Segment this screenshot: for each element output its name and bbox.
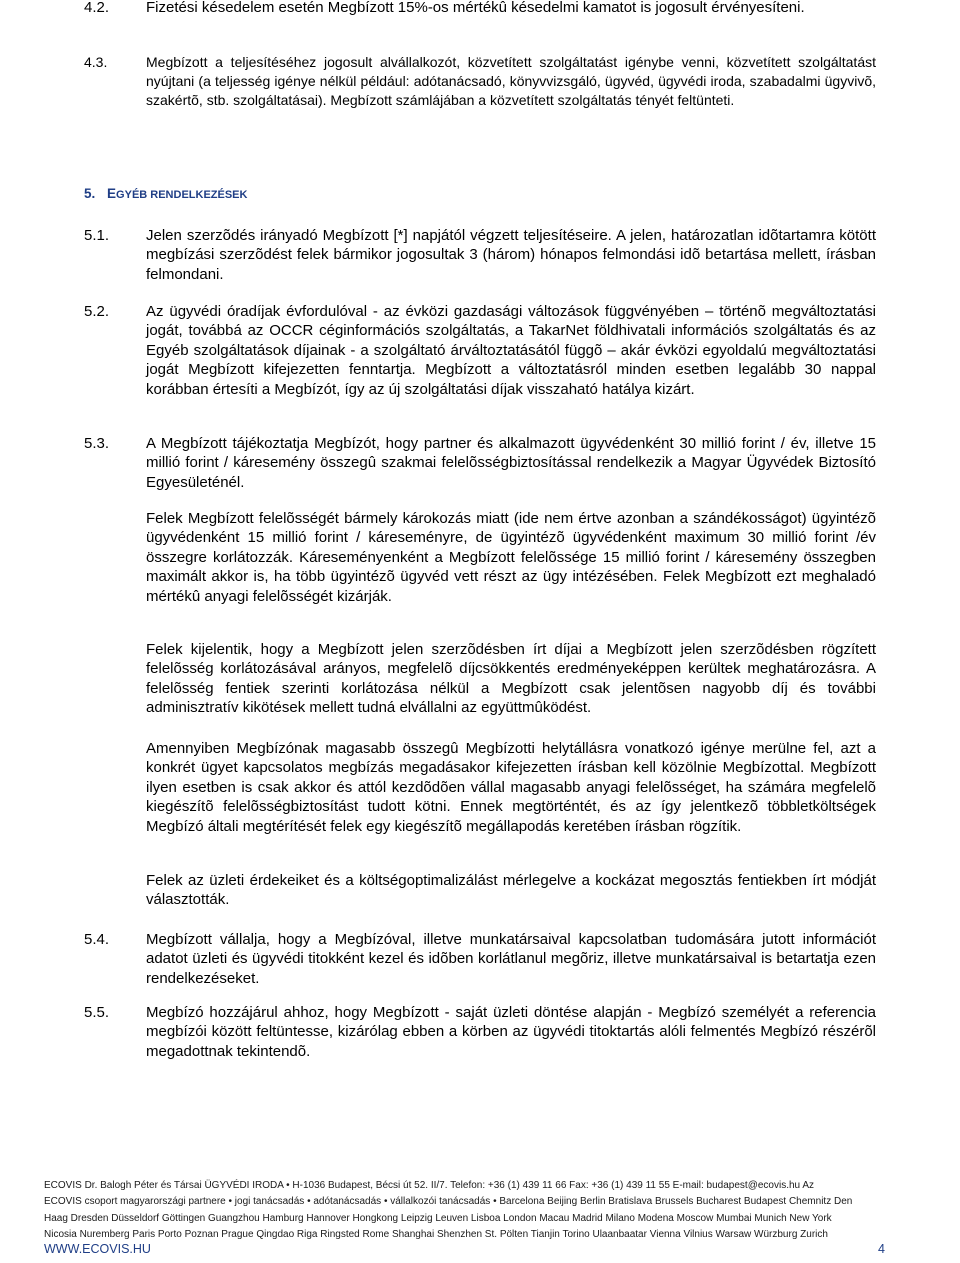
section-number: 5.1. [84, 227, 110, 244]
section-5-3-paragraph-3: Amennyiben Megbízónak magasabb összegû Megbízotti helytállásra vonatkozó igénye merülne fel, azt a konkrét ügyet kapcsolatos megbízás megadásakor kifejezetten írásban kell közölnie Megbízottal. Megbízott ilyen esetben is csak akkor és attól kezdõdõen vállal magasabb anyagi felelõsséget, ha számára megfelelõ kiegészítõ felelõsségbiztosítást tudott kötni. Ennek megtörténtét, és az így jelentkezõ többletköltségek Megbízó általi megtérítését felek egy kiegészítõ megállapodás keretében írásban rögzítik. [146, 740, 876, 835]
section-5-1 [84, 226, 876, 284]
section-text: Megbízott vállalja, hogy a Megbízóval, illetve munkatársaival kapcsolatban tudomására jutott információt adatot üzleti és ügyvédi titokként kezel és idõben korlátlanul megõriz, illetve munkatársaival is betartatja ezen rendelkezéseket. [146, 931, 876, 987]
page-number: 4 [878, 1242, 885, 1256]
footer-line: Haag Dresden Düsseldorf Göttingen Guangzhou Hamburg Hannover Hongkong Leipzig Leuven Lisboa London Macau Madrid Milano Modena Moscow Mumbai Munich New York [44, 1212, 832, 1224]
section-number: 5.3. [84, 435, 110, 452]
section-heading-5 [84, 186, 247, 201]
section-number: 5.4. [84, 931, 110, 948]
section-5-3-paragraph-1: Felek Megbízott felelõsségét bármely károkozás miatt (ide nem értve azonban a szándékosságot) ügyintézõ ügyvédenként 15 millió forint / káreseményre, de ügyintézõ ügyvédenként maximum 30 millió forint /év összegre korlátozzák. Káreseményenként a Megbízott felelõssége 15 millió forint / káresemény összegben maximált akkor is, ha több ügyintézõ ügyvéd vett részt az ügy intézésében. Felek Megbízott ezt meghaladó mértékû anyagi felelõsségét kizárják. [146, 510, 876, 605]
section-5-5 [84, 1003, 876, 1061]
section-text: Fizetési késedelem esetén Megbízott 15%-os mértékû késedelmi kamatot is jogosult érvényesíteni. [146, 0, 805, 16]
footer-address-block [44, 1178, 922, 1244]
heading-rest: GYÉB RENDELKEZÉSEK [116, 189, 248, 201]
section-text: Jelen szerzõdés irányadó Megbízott [*] napjától végzett teljesítéseire. A jelen, határozatlan idõtartamra kötött megbízási szerzõdést felek bármikor jogosultak 3 (három) hónapos felmondási idõ betartása mellett, írásban felmondani. [146, 227, 876, 283]
section-5-2 [84, 302, 876, 399]
section-number: 4.2. [84, 0, 110, 16]
footer-line: ECOVIS csoport magyarországi partnere • jogi tanácsadás • adótanácsadás • vállalkozói tanácsadás • Barcelona Beijing Berlin Bratislava Brussels Bucharest Budapest Chemnitz Den [44, 1196, 853, 1208]
section-5-3-paragraph-2: Felek kijelentik, hogy a Megbízott jelen szerzõdésben írt díjai a Megbízott jelen szerzõdésben rögzített felelõsség korlátozásával arányos, megfelelõ díjcsökkentés eredményeképpen kerültek meghatározásra. A felelõsség fentiek szerinti korlátozása nélkül a Megbízott csak jelentõsen nagyobb díj és további adminisztratív kikötések mellett tudná elvállalni az együttmûködést. [146, 641, 876, 717]
section-number: 5.2. [84, 303, 110, 320]
section-5-4 [84, 930, 876, 988]
section-text: Megbízó hozzájárul ahhoz, hogy Megbízott - saját üzleti döntése alapján - Megbízó személyét a referencia megbízói között feltüntesse, kizárólag ebben a körben az ügyvédi titoktartás alóli felmentés Megbízó részérõl megadottnak tekintendõ. [146, 1004, 876, 1060]
section-text: A Megbízott tájékoztatja Megbízót, hogy partner és alkalmazott ügyvédenként 30 millió forint / év, illetve 15 millió forint / káresemény összegû szakmai felelõsségbiztosítással rendelkezik a Magyar Ügyvédek Biztosító Egyesületénél. [146, 435, 876, 491]
footer-line: Nicosia Nuremberg Paris Porto Poznan Prague Qingdao Riga Ringsted Rome Shanghai Shenzhen St. Pölten Tianjin Torino Ulaanbaatar Vienna Vilnius Warsaw Würzburg Zurich [44, 1229, 828, 1241]
section-4-2 [84, 0, 876, 17]
heading-number: 5. [84, 186, 96, 201]
footer-line: ECOVIS Dr. Balogh Péter és Társai ÜGYVÉDI IRODA • H-1036 Budapest, Bécsi út 52. II/7. Telefon: +36 (1) 439 11 66 Fax: +36 (1) 439 11 55 E-mail: budapest@ecovis.hu Az [44, 1180, 814, 1191]
section-text: Az ügyvédi óradíjak évfordulóval - az évközi gazdasági változások függvényében – történõ megváltoztatási jogát, továbbá az OCCR céginformációs szolgáltatás, a TakarNet földhivatali információs szolgáltatás és az Egyéb szolgáltatások díjainak - a szolgáltató árváltoztatásától függõ – akár évközi egyoldalú megváltoztatási jogát Megbízott kifejezetten fenntartja. Megbízott a változtatásról minden esetben legalább 30 nappal korábban értesíti a Megbízót, így az új szolgáltatási díjak visszaható hatálya kizárt. [146, 303, 876, 398]
section-text: Megbízott a teljesítéséhez jogosult alvállalkozót, közvetített szolgáltatást igénybe venni, közvetített szolgáltatást nyújtani (a teljesség igénye nélkül például: adótanácsadó, könyvvizsgáló, ügyvéd, ügyvédi iroda, szabadalmi ügyvivõ, szakértõ, stb. szolgáltatásai). Megbízott számlájában a közvetített szolgáltatás tényét feltünteti. [146, 54, 876, 108]
heading-initial: E [107, 186, 117, 201]
section-number: 5.5. [84, 1004, 110, 1021]
section-5-3 [84, 434, 876, 492]
section-number: 4.3. [84, 54, 108, 70]
section-5-3-paragraph-4: Felek az üzleti érdekeiket és a költségoptimalizálást mérlegelve a kockázat megosztás fentiekben írt módját választották. [146, 872, 876, 909]
section-4-3 [84, 53, 876, 110]
footer-website-link[interactable]: WWW.ECOVIS.HU [44, 1242, 151, 1256]
